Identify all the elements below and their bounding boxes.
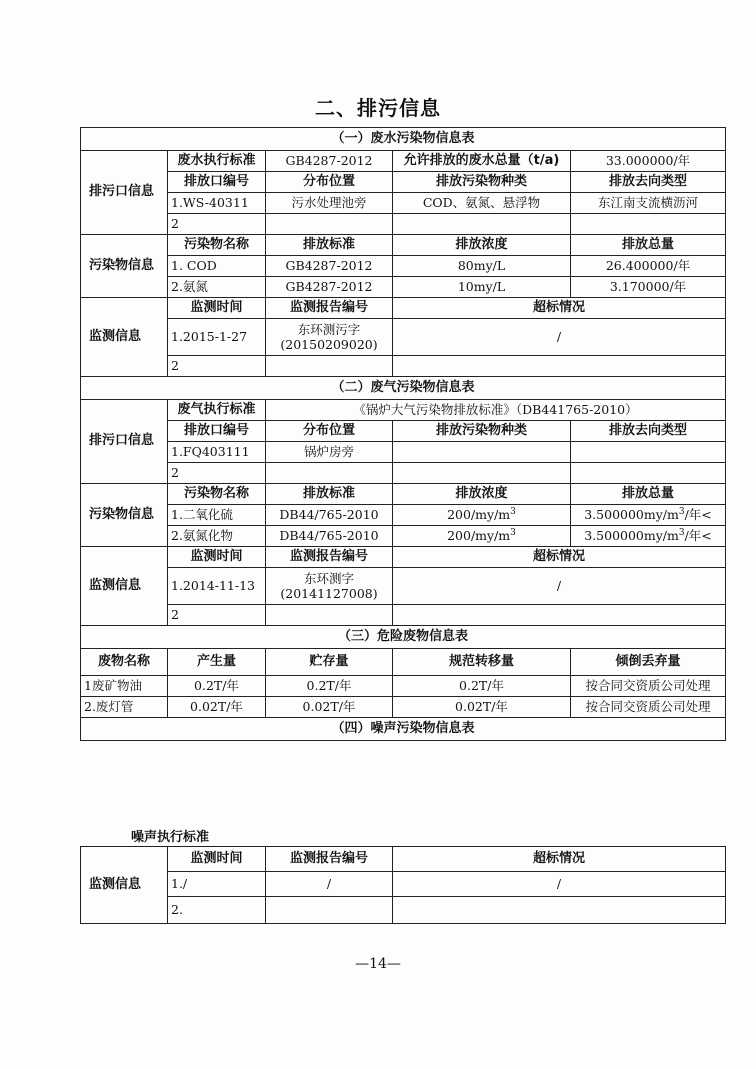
ww-outlet-header: 排放污染物种类 [393, 172, 571, 193]
table-cell: 1. COD [168, 256, 266, 277]
table-cell [571, 442, 726, 463]
table-cell [393, 505, 571, 526]
table-cell: 0.2T/年 [168, 676, 266, 697]
table-cell: 锅炉房旁 [266, 442, 393, 463]
table-cell: / [393, 568, 726, 605]
page-number: —14— [355, 956, 401, 972]
table-cell [571, 214, 726, 235]
ww-standard-label: 废水执行标准 [168, 151, 266, 172]
ww-monitor-header: 监测时间 [168, 298, 266, 319]
table-cell: 0.2T/年 [393, 676, 571, 697]
ex-pollutant-header: 排放标准 [266, 484, 393, 505]
table-cell [266, 605, 393, 626]
ex-outlet-header: 排放去向类型 [571, 421, 726, 442]
ex-pollutant-header: 排放总量 [571, 484, 726, 505]
hz-header: 贮存量 [266, 649, 393, 676]
table-cell: 0.02T/年 [266, 697, 393, 718]
noise-table [80, 846, 726, 924]
total-value: 3.500000my/m [584, 507, 679, 523]
table-cell: GB4287-2012 [266, 256, 393, 277]
ex-pollutant-header: 污染物名称 [168, 484, 266, 505]
ww-outlet-header: 排放口编号 [168, 172, 266, 193]
ex-outlet-header: 排放口编号 [168, 421, 266, 442]
hz-header: 废物名称 [81, 649, 168, 676]
hz-header: 规范转移量 [393, 649, 571, 676]
table-cell: 2 [168, 605, 266, 626]
concentration-value: 200/my/m [447, 528, 511, 544]
noise-monitor-header: 超标情况 [393, 847, 726, 872]
ww-monitor-header: 监测报告编号 [266, 298, 393, 319]
ex-pollutant-label: 污染物信息 [81, 484, 168, 547]
table-cell: 3.170000/年 [571, 277, 726, 298]
table-cell: 10my/L [393, 277, 571, 298]
noise-standard-label: 噪声执行标准 [131, 830, 210, 845]
table-cell [393, 442, 571, 463]
superscript: 3 [678, 528, 685, 539]
table-cell: 0.02T/年 [168, 697, 266, 718]
table-cell: 按合同交资质公司处理 [571, 676, 726, 697]
table-cell: 1.二氧化硫 [168, 505, 266, 526]
table-cell: 1.WS-40311 [168, 193, 266, 214]
ww-outlet-header: 排放去向类型 [571, 172, 726, 193]
table-cell: 污水处理池旁 [266, 193, 393, 214]
total-unit: /年< [684, 507, 712, 523]
table-cell: 1.2015-1-27 [168, 319, 266, 356]
table-cell: 2.氨氮 [168, 277, 266, 298]
concentration-value: 200/my/m [447, 507, 511, 523]
table-cell [393, 356, 726, 377]
superscript: 3 [678, 507, 685, 518]
ww-outlet-label: 排污口信息 [81, 151, 168, 235]
table-cell: 80my/L [393, 256, 571, 277]
table-cell: 2 [168, 356, 266, 377]
table-cell: COD、氨氮、悬浮物 [393, 193, 571, 214]
ex-outlet-header: 分布位置 [266, 421, 393, 442]
table-cell: 1./ [168, 872, 266, 897]
table-cell [393, 526, 571, 547]
info-tables [80, 127, 725, 741]
table-cell: 按合同交资质公司处理 [571, 697, 726, 718]
ww-standard-value: GB4287-2012 [266, 151, 393, 172]
table-cell: 东江南支流横沥河 [571, 193, 726, 214]
wastewater-heading: （一）废水污染物信息表 [81, 128, 726, 151]
table-cell: 26.400000/年 [571, 256, 726, 277]
ex-monitor-header: 超标情况 [393, 547, 726, 568]
ex-outlet-header: 排放污染物种类 [393, 421, 571, 442]
table-cell: DB44/765-2010 [266, 526, 393, 547]
noise-monitor-label: 监测信息 [81, 847, 168, 924]
table-cell: / [393, 319, 726, 356]
noise-heading: （四）噪声污染物信息表 [81, 718, 726, 741]
noise-monitor-header: 监测报告编号 [266, 847, 393, 872]
table-cell: 0.2T/年 [266, 676, 393, 697]
ww-pollutant-header: 排放浓度 [393, 235, 571, 256]
pollution-info-table [80, 127, 726, 741]
ex-standard-label: 废气执行标准 [168, 400, 266, 421]
table-cell [393, 605, 726, 626]
table-cell: 1废矿物油 [81, 676, 168, 697]
ex-standard-value: 《锅炉大气污染物排放标准》（DB441765-2010） [266, 400, 726, 421]
table-cell: 1.2014-11-13 [168, 568, 266, 605]
ww-outlet-header: 分布位置 [266, 172, 393, 193]
table-cell: 东环测污字 (20150209020) [266, 319, 393, 356]
table-cell: 2 [168, 214, 266, 235]
ex-monitor-header: 监测时间 [168, 547, 266, 568]
ex-outlet-label: 排污口信息 [81, 400, 168, 484]
table-cell: / [266, 872, 393, 897]
table-cell [571, 526, 726, 547]
ww-pollutant-label: 污染物信息 [81, 235, 168, 298]
table-cell: 2. [168, 897, 266, 924]
ww-pollutant-header: 污染物名称 [168, 235, 266, 256]
exhaust-heading: （二）废气污染物信息表 [81, 377, 726, 400]
ww-monitor-header: 超标情况 [393, 298, 726, 319]
table-cell [266, 356, 393, 377]
ww-pollutant-header: 排放总量 [571, 235, 726, 256]
table-cell: 2.氨氮化物 [168, 526, 266, 547]
total-value: 3.500000my/m [584, 528, 679, 544]
table-cell [571, 463, 726, 484]
superscript: 3 [510, 507, 516, 518]
table-cell [266, 463, 393, 484]
superscript: 3 [510, 528, 516, 539]
page-title: 二、排污信息 [315, 96, 441, 120]
noise-monitor-header: 监测时间 [168, 847, 266, 872]
ww-pollutant-header: 排放标准 [266, 235, 393, 256]
ww-allowed-value: 33.000000/年 [571, 151, 726, 172]
ex-monitor-header: 监测报告编号 [266, 547, 393, 568]
table-cell: 东环测字 (20141127008) [266, 568, 393, 605]
table-cell [393, 463, 571, 484]
ex-pollutant-header: 排放浓度 [393, 484, 571, 505]
table-cell [266, 897, 393, 924]
table-cell [393, 897, 726, 924]
table-cell: DB44/765-2010 [266, 505, 393, 526]
hazardous-heading: （三）危险废物信息表 [81, 626, 726, 649]
table-cell: GB4287-2012 [266, 277, 393, 298]
table-cell [393, 214, 571, 235]
table-cell: / [393, 872, 726, 897]
hz-header: 产生量 [168, 649, 266, 676]
hz-header: 倾倒丢弃量 [571, 649, 726, 676]
ww-allowed-label: 允许排放的废水总量（t/a) [393, 151, 571, 172]
table-cell: 0.02T/年 [393, 697, 571, 718]
ex-monitor-label: 监测信息 [81, 547, 168, 626]
noise-table-wrap [80, 846, 725, 924]
ww-monitor-label: 监测信息 [81, 298, 168, 377]
table-cell: 2.废灯管 [81, 697, 168, 718]
table-cell: 2 [168, 463, 266, 484]
table-cell: 1.FQ403111 [168, 442, 266, 463]
table-cell [571, 505, 726, 526]
table-cell [266, 214, 393, 235]
total-unit: /年< [684, 528, 712, 544]
